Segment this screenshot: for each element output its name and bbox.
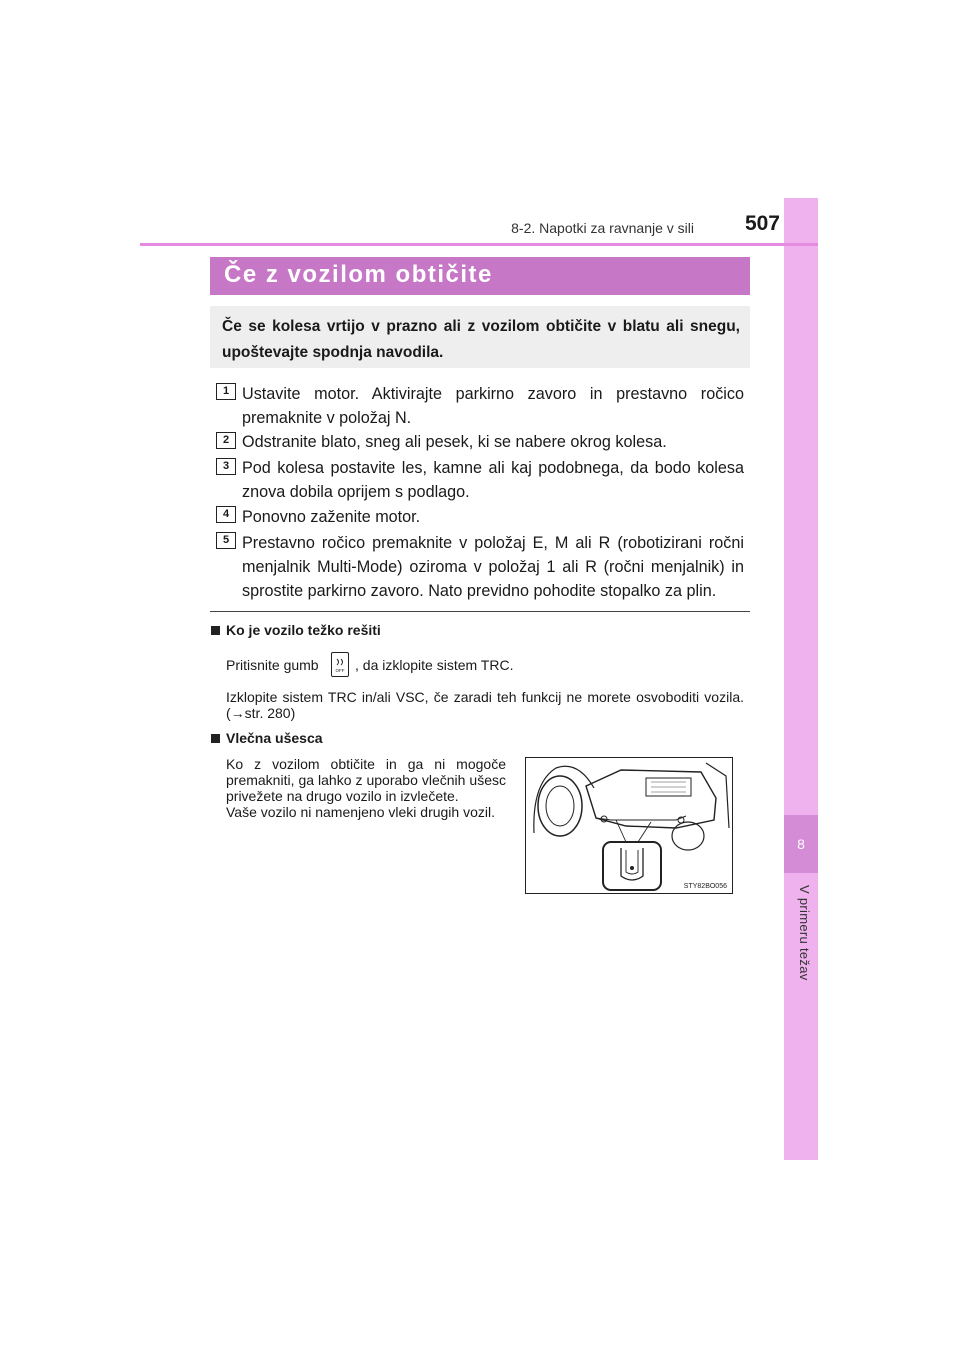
section-divider [210,611,750,612]
subsection-heading-hard-to-free [211,622,381,638]
step-badge-2: 2 [216,432,236,449]
step-badge-5: 5 [216,532,236,549]
figure-code: STY82BO056 [683,883,727,890]
bullet-square-icon [211,734,220,743]
chapter-number: 8 [797,836,805,852]
trc-vsc-note: Izklopite sistem TRC in/ali VSC, če zaradi teh funkcij ne morete osvoboditi vozila. (→str. 280) [226,689,744,721]
header-section-title: 8-2. Napotki za ravnanje v sili [511,220,694,236]
section-title: Če z vozilom obtičite [224,261,493,288]
towing-eyelet-text: Ko z vozilom obtičite in ga ni mogoče premakniti, ga lahko z uporabo vlečnih ušesc privežete na drugo vozilo in izvlečete. Vaše vozilo ni namenjeno vleki drugih vozil. [226,756,506,820]
step-text-3: Pod kolesa postavite les, kamne ali kaj podobnega, da bodo kolesa znova dobila oprijem s podlago. [242,459,744,501]
subsection-heading-towing-eyelet [211,730,323,746]
step-badge-3: 3 [216,458,236,475]
step-badge-4: 4 [216,506,236,523]
trc-off-glyph [334,656,346,674]
press-button-text-end: , da izklopite sistem TRC. [355,657,514,673]
intro-box: Če se kolesa vrtijo v prazno ali z vozilom obtičite v blatu ali snegu, upoštevajte spodnja navodila. [210,306,750,368]
bullet-square-icon [211,626,220,635]
towing-eyelet-illustration [525,757,733,894]
step-text-2: Odstranite blato, sneg ali pesek, ki se nabere okrog kolesa. [242,433,667,451]
car-rear-drawing [526,758,733,894]
subsection-heading-text: Ko je vozilo težko rešiti [226,622,381,638]
subsection-heading-text: Vlečna ušesca [226,730,323,746]
chapter-number-tab[interactable] [784,815,818,873]
chapter-title: V primeru težav [797,885,812,981]
header-rule [140,243,818,246]
trc-off-button-icon [331,652,349,677]
section-title-bar [210,257,750,295]
step-text-4: Ponovno zaženite motor. [242,508,421,526]
step-text-5: Prestavno ročico premaknite v položaj E, M ali R (robotizirani ročni menjalnik Multi-Mode) oziroma v položaj 1 ali R (ročni menjalnik) in sprostite parkirno zavoro. Nato previdno pohodite stopalko za plin. [242,534,744,600]
step-text-1: Ustavite motor. Aktivirajte parkirno zavoro in prestavno ročico premaknite v položaj N. [242,385,744,427]
press-button-text-start: Pritisnite gumb [226,657,319,673]
svg-text:OFF: OFF [335,667,345,673]
step-badge-1: 1 [216,383,236,400]
page-number: 507 [744,212,780,235]
chapter-side-tab [784,198,818,1160]
